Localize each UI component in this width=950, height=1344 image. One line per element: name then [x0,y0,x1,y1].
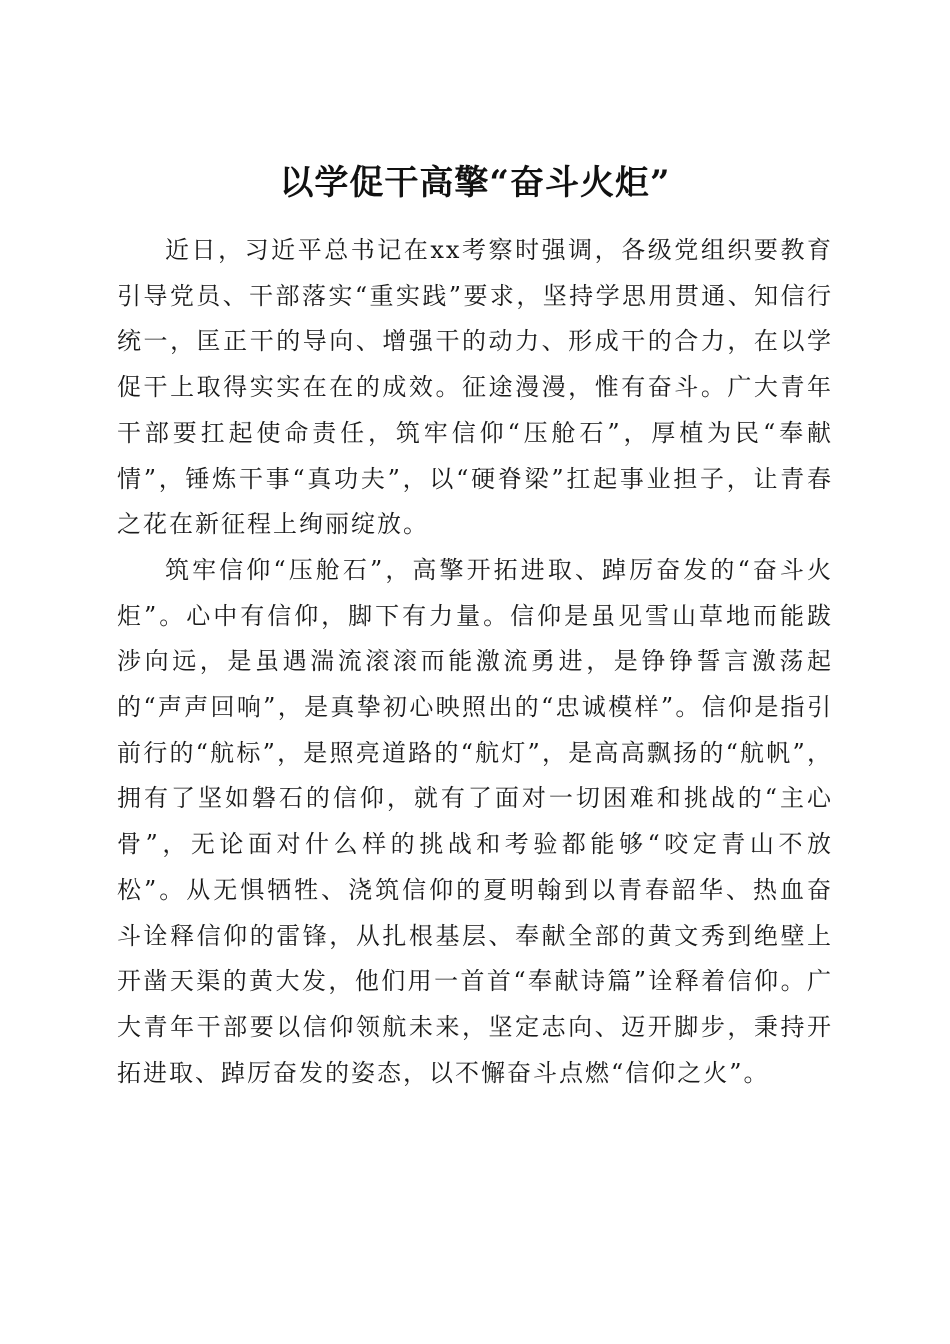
document-title: 以学促干高擎“奋斗火炬” [279,162,671,203]
paragraph-1: 近日，习近平总书记在xx考察时强调，各级党组织要教育引导党员、干部落实“重实践”要求，坚持学思用贯通、知信行统一，匡正干的导向、增强干的动力、形成干的合力，在以学促干上取得实实在在的成效。征途漫漫，惟有奋斗。广大青年干部要扛起使命责任，筑牢信仰“压舱石”，厚植为民“奉献情”，锤炼干事“真功夫”，以“硬脊梁”扛起事业担子，让青春之花在新征程上绚丽绽放。 [117,236,833,539]
document-body [117,228,833,1096]
paragraph-2: 筑牢信仰“压舱石”，高擎开拓进取、踔厉奋发的“奋斗火炬”。心中有信仰，脚下有力量。信仰是虽见雪山草地而能跋涉向远，是虽遇湍流滚滚而能激流勇进，是铮铮誓言激荡起的“声声回响”，是真挚初心映照出的“忠诚模样”。信仰是指引前行的“航标”，是照亮道路的“航灯”，是高高飘扬的“航帆”，拥有了坚如磐石的信仰，就有了面对一切困难和挑战的“主心骨”，无论面对什么样的挑战和考验都能够“咬定青山不放松”。从无惧牺牲、浇筑信仰的夏明翰到以青春韶华、热血奋斗诠释信仰的雷锋，从扎根基层、奉献全部的黄文秀到绝壁上开凿天渠的黄大发，他们用一首首“奉献诗篇”诠释着信仰。广大青年干部要以信仰领航未来，坚定志向、迈开脚步，秉持开拓进取、踔厉奋发的姿态，以不懈奋斗点燃“信仰之火”。 [117,555,833,1087]
